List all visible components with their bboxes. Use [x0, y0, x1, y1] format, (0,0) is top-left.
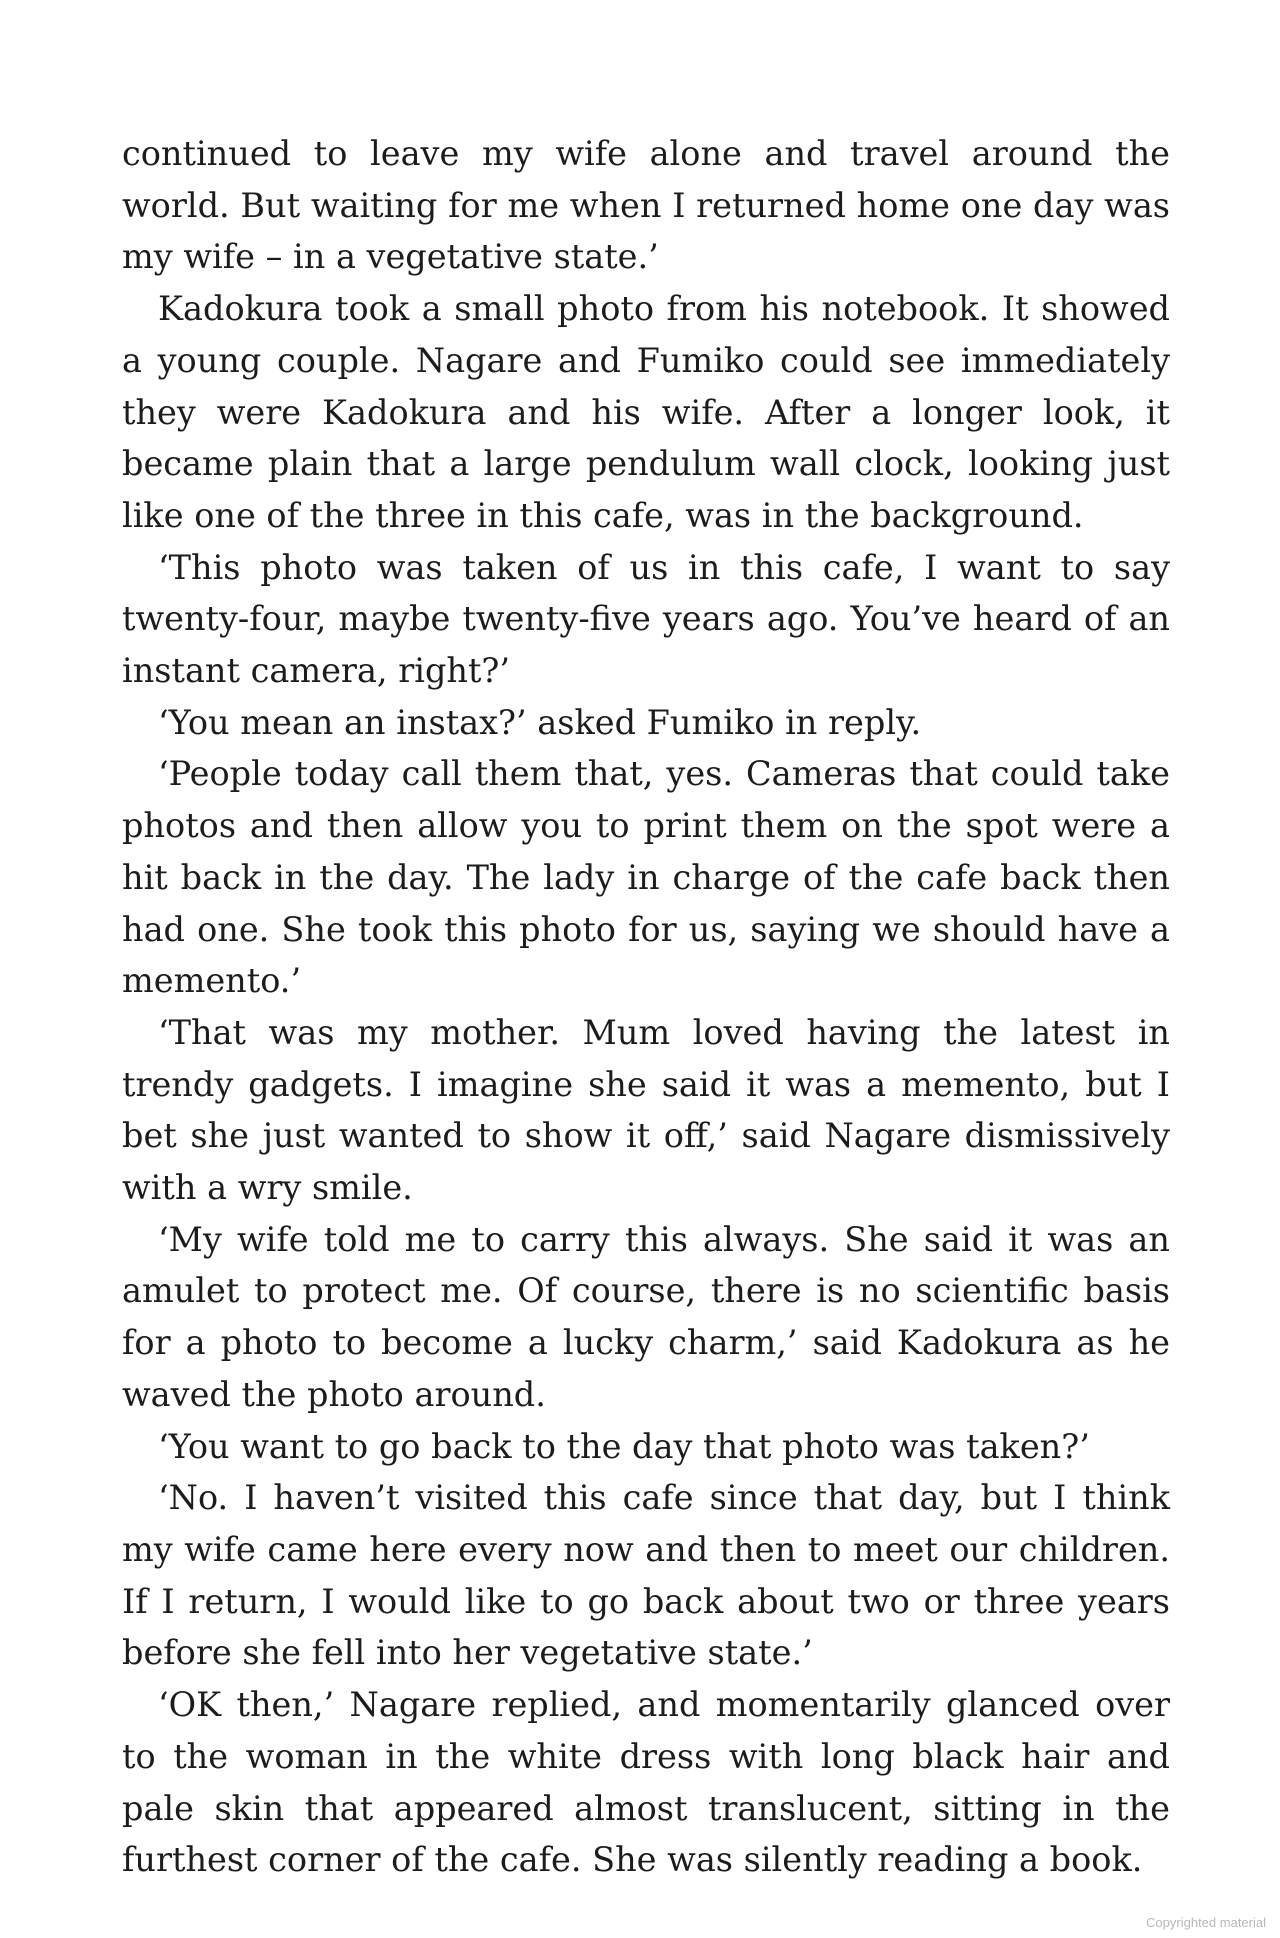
paragraph-6: ‘That was my mother. Mum loved having the latest in trendy gadgets. I imagine she said it was a memento, but I bet she just wanted to show it off,’ said Nagare dismissively with a wry smile. — [122, 1012, 1170, 1208]
page-body — [122, 128, 1170, 1886]
paragraph-1: continued to leave my wife alone and travel around the world. But waiting for me when I returned home one day was my wife – in a vegetative state.’ — [122, 134, 1170, 277]
paragraph-8: ‘You want to go back to the day that photo was taken?’ — [158, 1426, 1090, 1466]
paragraph-3: ‘This photo was taken of us in this cafe, I want to say twenty-four, maybe twenty-five years ago. You’ve heard of an instant camera, right?’ — [122, 547, 1170, 691]
copyright-watermark: Copyrighted material — [1146, 1915, 1266, 1930]
paragraph-7: ‘My wife told me to carry this always. She said it was an amulet to protect me. Of course, there is no scientific basis for a photo to become a lucky charm,’ said Kadokura as he waved the photo around. — [122, 1219, 1170, 1414]
paragraph-10: ‘OK then,’ Nagare replied, and momentarily glanced over to the woman in the white dress with long black hair and pale skin that appeared almost translucent, sitting in the furthest corner of the cafe. She was silently reading a book. — [122, 1685, 1170, 1880]
paragraph-9: ‘No. I haven’t visited this cafe since that day, but I think my wife came here every now and then to meet our children. If I return, I would like to go back about two or three years before she fell into her vegetative state.’ — [122, 1478, 1170, 1673]
paragraph-2: Kadokura took a small photo from his notebook. It showed a young couple. Nagare and Fumiko could see immediately they were Kadokura and his wife. After a longer look, it became plain that a large pendulum wall clock, looking just like one of the three in this cafe, was in the background. — [122, 289, 1170, 535]
paragraph-5: ‘People today call them that, yes. Cameras that could take photos and then allow you to print them on the spot were a hit back in the day. The lady in charge of the cafe back then had one. She took this photo for us, saying we should have a memento.’ — [122, 754, 1170, 1001]
paragraph-4: ‘You mean an instax?’ asked Fumiko in reply. — [158, 702, 922, 742]
